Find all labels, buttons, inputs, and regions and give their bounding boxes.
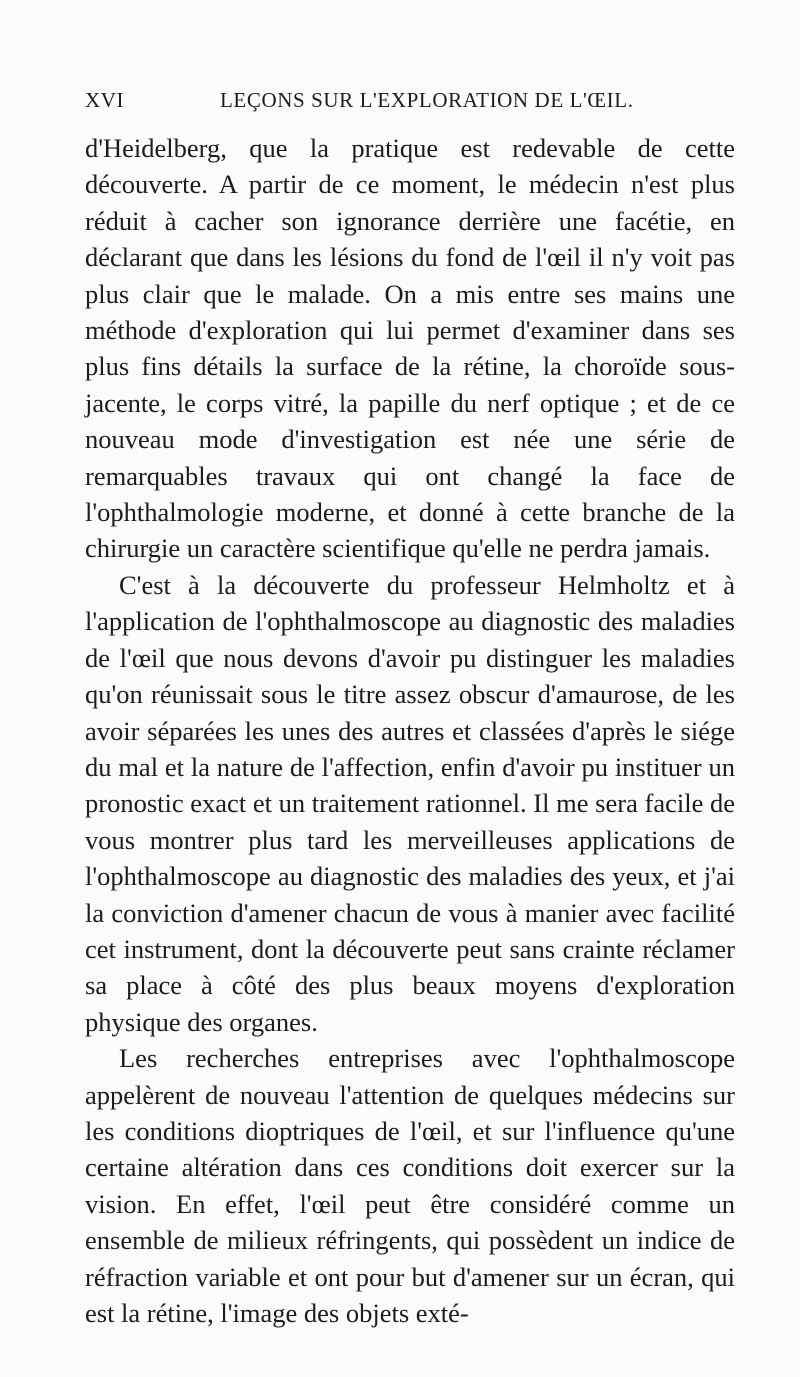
running-title: LEÇONS SUR L'EXPLORATION DE L'ŒIL. [220, 88, 634, 112]
paragraph-continuation: d'Heidelberg, que la pratique est redevable de cette découverte. A partir de ce moment, le médecin n'est plus réduit à cacher son ignorance derrière une facétie, en déclarant que dans les lésions du fond de l'œil il n'y voit pas plus clair que le malade. On a mis entre ses mains une méthode d'exploration qui lui permet d'examiner dans ses plus fins détails la surface de la rétine, la choroïde sous-jacente, le corps vitré, la papille du nerf optique ; et de ce nouveau mode d'investigation est née une série de remarquables travaux qui ont changé la face de l'ophthalmologie moderne, et donné à cette branche de la chirurgie un caractère scientifique qu'elle ne perdra jamais. [85, 133, 735, 564]
paragraph-dioptric: Les recherches entreprises avec l'ophthalmoscope appelèrent de nouveau l'attention de quelques médecins sur les conditions dioptriques de l'œil, et sur l'influence qu'une certaine altération dans ces conditions doit exercer sur la vision. En effet, l'œil peut être considéré comme un ensemble de milieux réfringents, qui possèdent un indice de réfraction variable et ont pour but d'amener sur un écran, qui est la rétine, l'image des objets exté- [85, 1043, 735, 1328]
page-number: XVI [85, 88, 125, 112]
running-head [85, 88, 725, 114]
body-text [85, 130, 735, 1331]
paragraph-helmholtz: C'est à la découverte du professeur Helmholtz et à l'application de l'ophthalmoscope au diagnostic des maladies de l'œil que nous devons d'avoir pu distinguer les maladies qu'on réunissait sous le titre assez obscur d'amaurose, de les avoir séparées les unes des autres et classées d'après le siége du mal et la nature de l'affection, enfin d'avoir pu instituer un pronostic exact et un traitement rationnel. Il me sera facile de vous montrer plus tard les merveilleuses applications de l'ophthalmoscope au diagnostic des maladies des yeux, et j'ai la conviction d'amener chacun de vous à manier avec facilité cet instrument, dont la découverte peut sans crainte réclamer sa place à côté des plus beaux moyens d'exploration physique des organes. [85, 569, 735, 1037]
